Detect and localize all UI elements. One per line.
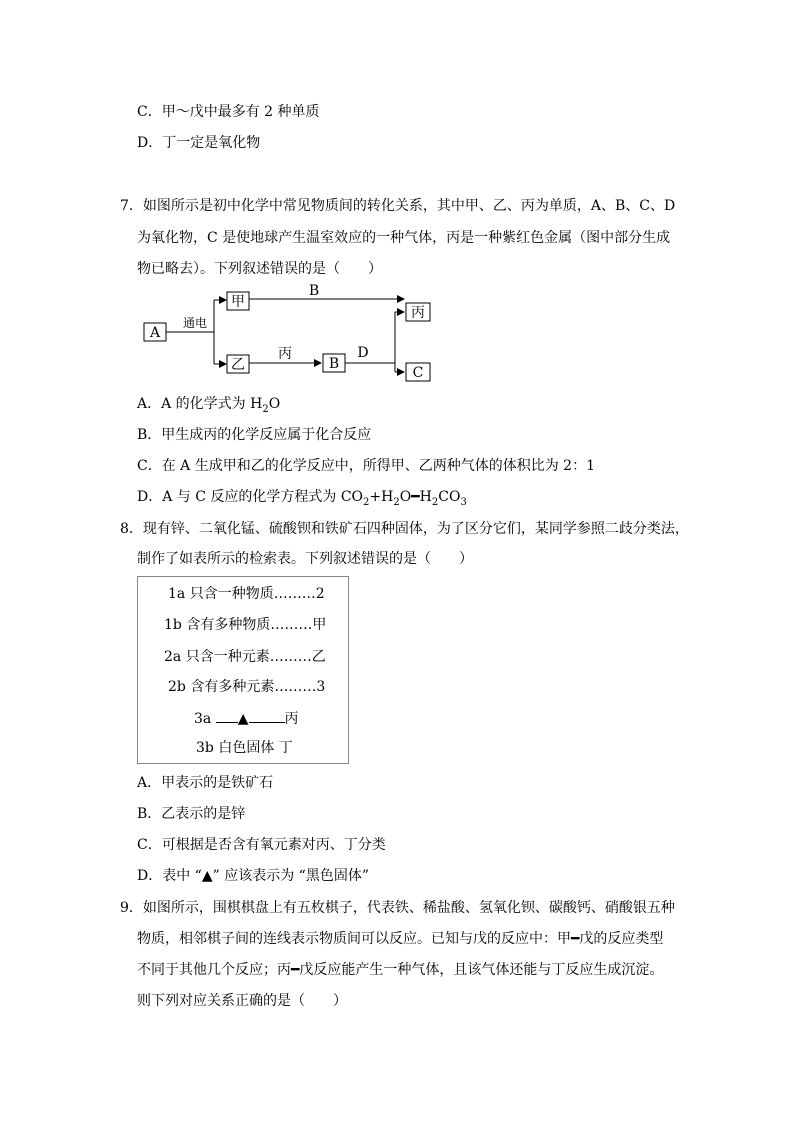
key-row-3a: 3a ▲ 丙	[194, 708, 299, 729]
q9-stem-line-3: 不同于其他几个反应；丙━戊反应能产生一种气体，且该气体还能与丁反应生成沉淀。	[137, 962, 664, 978]
q8-option-c: C．可根据是否含有氧元素对丙、丁分类	[137, 837, 386, 853]
label-C: C	[412, 365, 424, 381]
key-row-2b: 2b 含有多种元素………3	[168, 679, 326, 695]
key-row-3b: 3b 白色固体 丁	[196, 740, 293, 756]
q9-stem-line-4: 则下列对应关系正确的是（ ）	[137, 993, 347, 1009]
q6-option-d: D．丁一定是氧化物	[137, 135, 261, 151]
q8-option-b: B．乙表示的是锌	[137, 806, 246, 822]
q8-stem-line-1: 8．现有锌、二氧化锰、硫酸钡和铁矿石四种固体，为了区分它们，某同学参照二歧分类法，	[120, 521, 689, 537]
dichotomous-key-table	[137, 576, 349, 764]
q7-conversion-diagram	[0, 0, 794, 400]
q8-option-a: A．甲表示的是铁矿石	[137, 775, 274, 791]
label-jia: 甲	[231, 294, 245, 310]
q9-stem-line-2: 物质，相邻棋子间的连线表示物质间可以反应。已知与戊的反应中：甲━戊的反应类型	[137, 931, 664, 947]
q7-option-a: A．A 的化学式为 $H_2O$	[137, 396, 281, 415]
edge-label-B: B	[308, 283, 320, 299]
label-A: A	[149, 325, 161, 341]
label-B: B	[328, 356, 340, 372]
label-bing: 丙	[411, 305, 425, 321]
key-row-1b: 1b 含有多种物质………甲	[164, 617, 327, 633]
edge-label-bing: 丙	[278, 346, 292, 362]
key-row-1a: 1a 只含一种物质………2	[168, 586, 325, 602]
q7-option-b: B．甲生成丙的化学反应属于化合反应	[137, 427, 372, 443]
q9-stem-line-1: 9．如图所示，围棋棋盘上有五枚棋子，代表铁、稀盐酸、氢氧化钡、碳酸钙、硝酸银五种	[120, 900, 675, 916]
q7-stem-line-3: 物已略去）。下列叙述错误的是（ ）	[137, 261, 382, 277]
q7-stem-line-1: 7．如图所示是初中化学中常见物质间的转化关系，其中甲、乙、丙为单质，A、B、C、D	[120, 198, 676, 214]
q7-stem-line-2: 为氧化物，C 是使地球产生温室效应的一种气体，丙是一种紫红色金属（图中部分生成	[137, 230, 671, 246]
q7-option-d: D．A 与 C 反应的化学方程式为 $CO_2+H_2O━H_2CO_3$	[137, 489, 467, 508]
edge-label-D: D	[357, 345, 369, 361]
q6-option-c: C．甲～戊中最多有 2 种单质	[137, 104, 320, 120]
q8-stem-line-2: 制作了如表所示的检索表。下列叙述错误的是（ ）	[137, 551, 473, 567]
key-row-2a: 2a 只含一种元素………乙	[164, 649, 326, 665]
label-yi: 乙	[231, 357, 245, 373]
edge-label-tongdian: 通电	[182, 316, 208, 330]
q7-option-c: C．在 A 生成甲和乙的化学反应中，所得甲、乙两种气体的体积比为 2：1	[137, 458, 595, 474]
q8-option-d: D．表中 “▲” 应该表示为 “黑色固体”	[137, 868, 369, 884]
